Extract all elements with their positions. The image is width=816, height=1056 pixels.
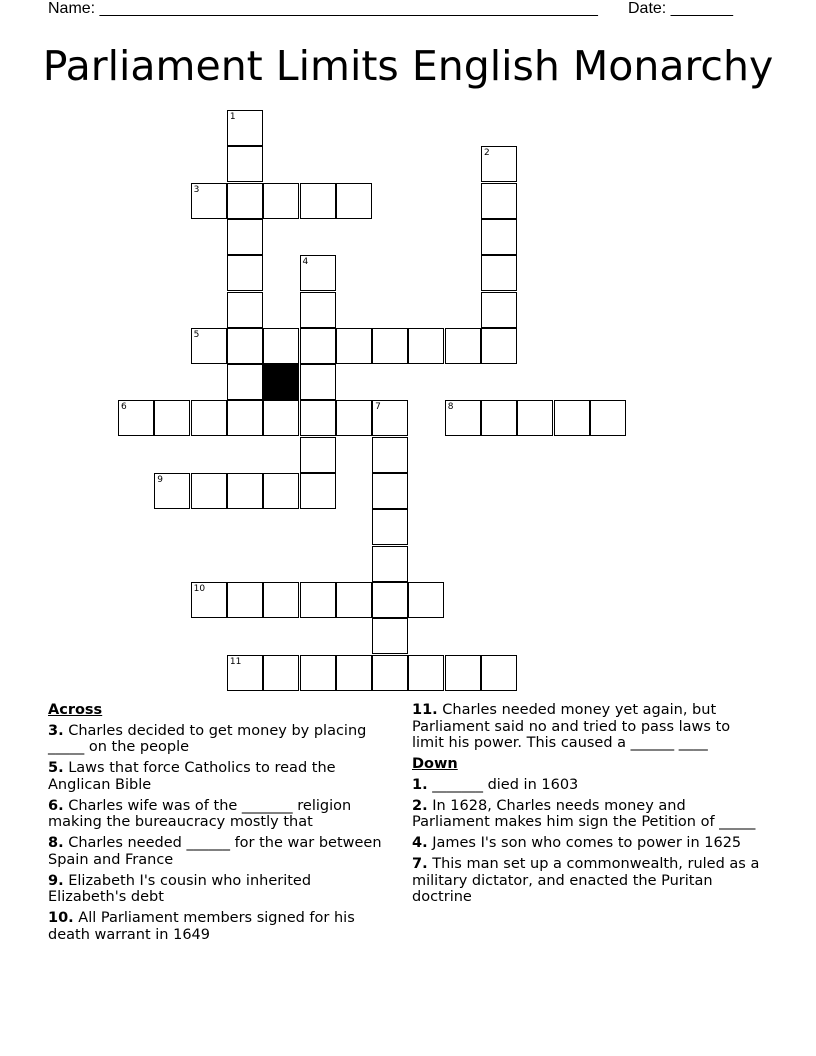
clue-down-7: 7. This man set up a commonwealth, ruled as a military dictator, and enacted the Puritan doctrine [412, 856, 760, 905]
crossword-cell[interactable] [300, 255, 336, 291]
cell-number: 10 [193, 583, 206, 594]
crossword-cell[interactable] [191, 473, 227, 509]
crossword-cell[interactable] [372, 400, 408, 436]
page-title: Parliament Limits English Monarchy [42, 42, 774, 90]
clue-down-4: 4. James I's son who comes to power in 1625 [412, 835, 742, 851]
crossword-cell[interactable] [372, 655, 408, 691]
crossword-cell[interactable] [481, 146, 517, 182]
clue-across-5: 5. Laws that force Catholics to read the Anglican Bible [48, 760, 336, 793]
crossword-cell[interactable] [300, 328, 336, 364]
cell-number: 3 [193, 184, 200, 195]
cell-number: 6 [121, 402, 127, 413]
crossword-cell[interactable] [336, 328, 372, 364]
clue-across-10: 10. All Parliament members signed for his death warrant in 1649 [48, 910, 355, 943]
cell-number: 9 [157, 475, 164, 485]
crossword-cell[interactable] [227, 219, 263, 255]
crossword-cell[interactable] [372, 582, 408, 618]
clue-down-1: 1. _______ died in 1603 [412, 776, 579, 793]
crossword-cell[interactable] [227, 183, 263, 219]
crossword-cell[interactable] [263, 582, 299, 618]
crossword-cell[interactable] [336, 400, 372, 436]
crossword-cell[interactable] [408, 582, 444, 618]
crossword-cell[interactable] [445, 328, 481, 364]
crossword-cell[interactable] [227, 473, 263, 509]
crossword-cell[interactable] [300, 473, 336, 509]
crossword-cell[interactable] [227, 255, 263, 291]
clue-across-9: 9. Elizabeth I's cousin who inherited Elizabeth's debt [48, 872, 312, 905]
crossword-cell[interactable] [263, 400, 299, 436]
crossword-cell[interactable] [481, 219, 517, 255]
blocked-cell [263, 364, 299, 400]
crossword-cell[interactable] [408, 328, 444, 364]
crossword-cell[interactable] [154, 400, 190, 436]
crossword-cell[interactable] [372, 437, 408, 473]
crossword-cell[interactable] [300, 437, 336, 473]
crossword-cell[interactable] [263, 655, 299, 691]
crossword-cell[interactable] [227, 400, 263, 436]
crossword-cell[interactable] [300, 655, 336, 691]
crossword-cell[interactable] [481, 183, 517, 219]
cell-number: 5 [193, 329, 200, 340]
crossword-cell[interactable] [445, 400, 481, 436]
down-heading: Down [412, 756, 458, 772]
clue-down-2: 2. In 1628, Charles needs money and Parliament makes him sign the Petition of _____ [412, 797, 756, 830]
crossword-cell[interactable] [408, 655, 444, 691]
down-clues [412, 702, 762, 910]
crossword-cell[interactable] [300, 364, 336, 400]
crossword-cell[interactable] [191, 582, 227, 618]
crossword-cell[interactable] [300, 400, 336, 436]
crossword-cell[interactable] [227, 364, 263, 400]
crossword-cell[interactable] [481, 292, 517, 328]
crossword-cell[interactable] [263, 473, 299, 509]
crossword-cell[interactable] [227, 110, 263, 146]
crossword-cell[interactable] [191, 400, 227, 436]
crossword-cell[interactable] [227, 328, 263, 364]
crossword-cell[interactable] [191, 328, 227, 364]
crossword-cell[interactable] [554, 400, 590, 436]
clue-across-8: 8. Charles needed ______ for the war between Spain and France [48, 835, 382, 868]
crossword-cell[interactable] [154, 473, 190, 509]
crossword-cell[interactable] [445, 655, 481, 691]
name-label: Name: ________________________________________________________ [48, 0, 598, 17]
crossword-cell[interactable] [263, 183, 299, 219]
crossword-cell[interactable] [263, 328, 299, 364]
cell-number: 1 [229, 112, 236, 122]
crossword-cell[interactable] [336, 582, 372, 618]
crossword-cell[interactable] [481, 655, 517, 691]
clue-across-3: 3. Charles decided to get money by placing _____ on the people [48, 722, 367, 755]
crossword-cell[interactable] [372, 546, 408, 582]
crossword-cell[interactable] [300, 183, 336, 219]
crossword-cell[interactable] [372, 509, 408, 545]
crossword-cell[interactable] [300, 582, 336, 618]
across-heading: Across [48, 702, 103, 718]
crossword-cell[interactable] [336, 183, 372, 219]
clue-across-6: 6. Charles wife was of the _______ religion making the bureaucracy mostly that [48, 797, 352, 830]
cell-number: 4 [302, 257, 309, 268]
crossword-cell[interactable] [191, 183, 227, 219]
clue-across-11: 11. Charles needed money yet again, but Parliament said no and tried to pass laws to limit his power. This caused a ______ ____ [412, 702, 731, 751]
cell-number: 7 [375, 402, 381, 413]
crossword-cell[interactable] [227, 655, 263, 691]
crossword-cell[interactable] [300, 292, 336, 328]
crossword-cell[interactable] [481, 255, 517, 291]
crossword-cell[interactable] [372, 618, 408, 654]
crossword-cell[interactable] [517, 400, 553, 436]
crossword-cell[interactable] [227, 146, 263, 182]
crossword-cell[interactable] [372, 328, 408, 364]
across-clues [48, 702, 393, 948]
date-label: Date: _______ [628, 0, 733, 17]
cell-number: 2 [484, 148, 490, 159]
cell-number: 11 [229, 656, 242, 667]
crossword-cell[interactable] [481, 328, 517, 364]
cell-number: 8 [447, 402, 454, 413]
crossword-cell[interactable] [336, 655, 372, 691]
crossword-cell[interactable] [227, 292, 263, 328]
crossword-cell[interactable] [590, 400, 626, 436]
crossword-cell[interactable] [227, 582, 263, 618]
crossword-cell[interactable] [118, 400, 154, 436]
crossword-cell[interactable] [372, 473, 408, 509]
crossword-cell[interactable] [481, 400, 517, 436]
